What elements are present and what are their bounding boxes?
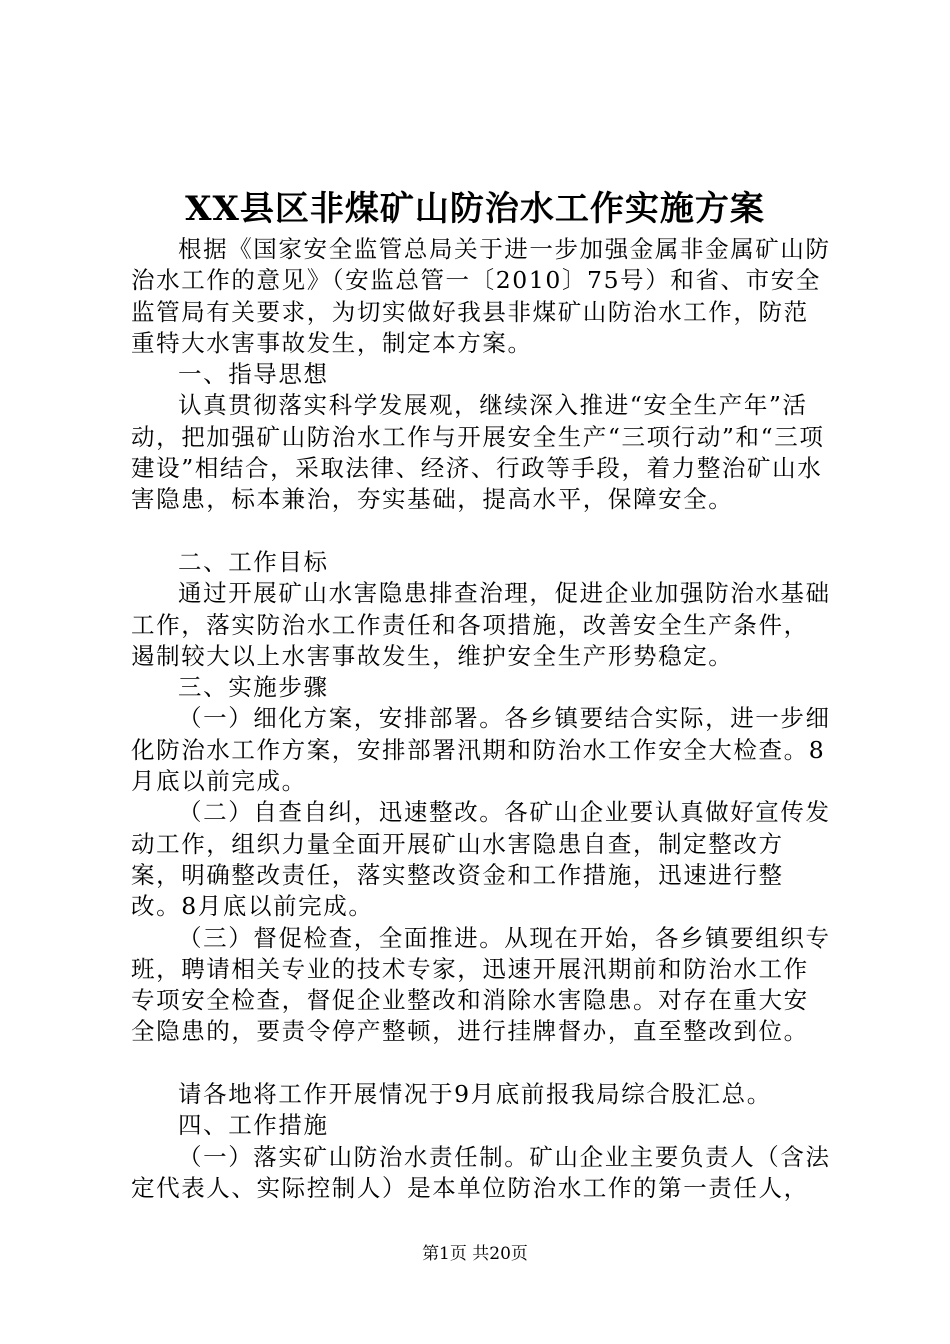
step-2-paragraph: （二）自查自纠，迅速整改。各矿山企业要认真做好宣传发动工作，组织力量全面开展矿山水害隐患自查，制定整改方案，明确整改责任，落实整改资金和工作措施，迅速进行整改。8月底以前完成。 <box>131 798 831 921</box>
section-heading-work-goals: 二、工作目标 <box>178 547 329 576</box>
report-paragraph: 请各地将工作开展情况于9月底前报我局综合股汇总。 <box>178 1080 772 1109</box>
document-title: XX县区非煤矿山防治水工作实施方案 <box>185 189 765 229</box>
page-footer: 第1页 共20页 <box>422 1244 528 1264</box>
step-1-paragraph: （一）细化方案，安排部署。各乡镇要结合实际，进一步细化防治水工作方案，安排部署汛期和防治水工作安全大检查。8月底以前完成。 <box>131 704 831 796</box>
measure-1-paragraph: （一）落实矿山防治水责任制。矿山企业主要负责人（含法定代表人、实际控制人）是本单位防治水工作的第一责任人， <box>131 1142 831 1202</box>
step-3-paragraph: （三）督促检查，全面推进。从现在开始，各乡镇要组织专班，聘请相关专业的技术专家，迅速开展汛期前和防治水工作专项安全检查，督促企业整改和消除水害隐患。对存在重大安全隐患的，要责令停产整顿，进行挂牌督办，直至整改到位。 <box>131 923 831 1046</box>
section-heading-work-measures: 四、工作措施 <box>178 1111 329 1140</box>
section-heading-implementation-steps: 三、实施步骤 <box>178 673 329 702</box>
work-goals-paragraph: 通过开展矿山水害隐患排查治理，促进企业加强防治水基础工作，落实防治水工作责任和各项措施，改善安全生产条件，遏制较大以上水害事故发生，维护安全生产形势稳定。 <box>131 579 831 670</box>
document-body <box>131 234 831 1204</box>
section-heading-guiding-ideology: 一、指导思想 <box>178 360 329 389</box>
intro-paragraph: 根据《国家安全监管总局关于进一步加强金属非金属矿山防治水工作的意见》（安监总管一〔2010〕75号）和省、市安全监管局有关要求，为切实做好我县非煤矿山防治水工作，防范重特大水害事故发生，制定本方案。 <box>131 235 831 357</box>
guiding-ideology-paragraph: 认真贯彻落实科学发展观，继续深入推进“安全生产年”活动，把加强矿山防治水工作与开展安全生产“三项行动”和“三项建设”相结合，采取法律、经济、行政等手段，着力整治矿山水害隐患，标本兼治，夯实基础，提高水平，保障安全。 <box>131 391 825 514</box>
